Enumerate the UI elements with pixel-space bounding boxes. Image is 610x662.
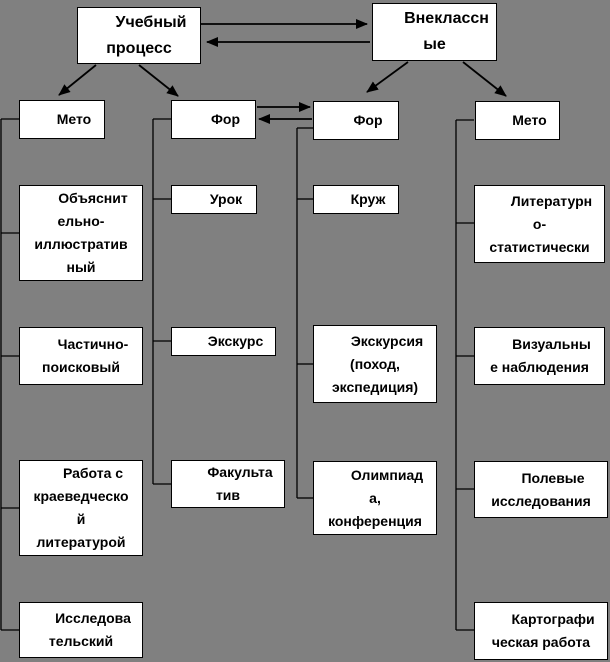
node-label: Олимпиад а, конференция bbox=[328, 466, 424, 529]
node-urok bbox=[171, 185, 257, 214]
node-chastichno-poiskovyy bbox=[19, 327, 143, 385]
node-ekskurs bbox=[171, 327, 276, 356]
node-label: Факульта тив bbox=[207, 464, 273, 503]
node-kartograficheskaya-rabota bbox=[474, 602, 608, 660]
node-label: Работа с краеведческо й литературой bbox=[33, 465, 129, 550]
node-vizualnye-nablyudeniya bbox=[474, 327, 605, 385]
node-issledovatelskiy bbox=[19, 602, 143, 658]
node-label: Визуальны е наблюдения bbox=[490, 336, 591, 375]
node-rabota-s-kraevedcheskoy-literaturoy bbox=[19, 460, 143, 556]
node-ekskursiya-pokhod-ekspeditsiya bbox=[313, 325, 437, 403]
node-label: Учебный процесс bbox=[106, 13, 187, 57]
node-label: Объяснит ельно- иллюстратив ный bbox=[34, 190, 128, 275]
node-label: Фор bbox=[210, 111, 241, 127]
node-vneklassnye bbox=[372, 3, 497, 61]
node-olimpiada-konferentsiya bbox=[313, 461, 437, 535]
node-metody-2 bbox=[475, 101, 560, 140]
node-label: Частично- поисковый bbox=[42, 336, 129, 375]
node-label: Картографи ческая работа bbox=[491, 611, 595, 650]
node-label: Экскурс bbox=[207, 333, 264, 349]
node-obyasnitelno-illyustrativnyy bbox=[19, 185, 143, 281]
node-kruzh bbox=[313, 185, 399, 214]
node-label: Урок bbox=[209, 191, 243, 207]
node-literaturno-statisticheski bbox=[474, 185, 605, 263]
node-label: Полевые исследования bbox=[491, 469, 591, 509]
node-fakultativ bbox=[171, 460, 285, 508]
node-label: Фор bbox=[353, 112, 383, 128]
node-label: Исследова тельский bbox=[48, 610, 131, 649]
node-uchebnyy-protsess bbox=[77, 7, 201, 64]
node-label: Круж bbox=[350, 191, 386, 207]
arrow-line bbox=[59, 65, 96, 95]
arrow-line bbox=[367, 62, 408, 92]
node-label: Внеклассн ые bbox=[404, 10, 489, 53]
node-label: Литературн о- статистически bbox=[489, 192, 593, 255]
node-label: Экскурсия (поход, экспедиция) bbox=[331, 332, 424, 395]
arrow-line bbox=[463, 62, 506, 96]
node-formy-1 bbox=[171, 100, 256, 139]
arrow-line bbox=[139, 65, 178, 96]
node-metody-1 bbox=[19, 100, 105, 139]
node-label: Мето bbox=[56, 111, 92, 127]
node-label: Мето bbox=[512, 112, 547, 128]
node-formy-2 bbox=[313, 101, 399, 140]
node-polevye-issledovaniya bbox=[474, 461, 608, 518]
